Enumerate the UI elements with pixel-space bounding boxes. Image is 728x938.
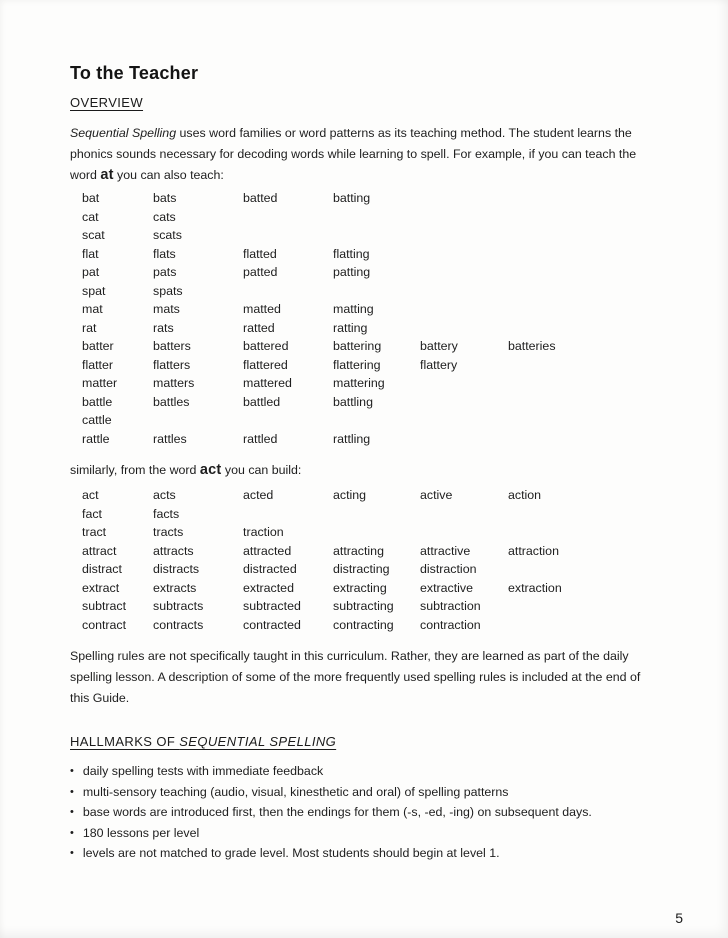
closing-paragraph: Spelling rules are not specifically taught in this curriculum. Rather, they are learned as part of the daily spelling lesson. A description of some of the more frequently used spelling rules is included at the end of this Guide. xyxy=(70,649,641,705)
word-cell: pat xyxy=(82,265,100,279)
page-title: To the Teacher xyxy=(70,63,199,83)
bullet-item xyxy=(70,782,670,803)
word-cell: subtracts xyxy=(153,599,204,613)
word-cell: flattering xyxy=(333,357,381,372)
word-cell xyxy=(333,505,420,524)
similarly-text-before: similarly, from the word xyxy=(70,463,200,477)
word-family-table-at xyxy=(82,189,670,448)
word-cell: ratted xyxy=(243,320,275,335)
word-cell: spat xyxy=(82,283,106,298)
word-cell: flat xyxy=(82,246,99,261)
word-cell: battled xyxy=(243,394,281,409)
word-cell xyxy=(420,430,508,449)
similarly-text-after: you can build: xyxy=(221,463,302,477)
word-cell xyxy=(420,189,508,208)
word-cell xyxy=(243,282,333,301)
word-cell: battles xyxy=(153,394,190,409)
word-cell: extracted xyxy=(243,580,294,595)
word-cell: patting xyxy=(333,265,371,279)
word-cell: tracts xyxy=(153,525,184,539)
word-cell xyxy=(508,356,670,375)
word-cell: subtract xyxy=(82,599,127,613)
word-cell: cat xyxy=(82,209,99,224)
word-cell: bats xyxy=(153,191,177,205)
word-cell: attract xyxy=(82,543,117,558)
word-cell: patted xyxy=(243,265,278,279)
word-cell: extracts xyxy=(153,580,197,595)
word-cell xyxy=(508,245,670,264)
word-cell xyxy=(508,374,670,393)
word-cell: batting xyxy=(333,191,371,205)
word-cell: active xyxy=(420,488,453,502)
word-cell xyxy=(508,616,670,635)
word-cell xyxy=(508,411,670,430)
word-cell: attraction xyxy=(508,543,559,558)
intro-body-text: uses word families or word patterns as its teaching method. The student learns the phonics sounds necessary for decoding words while learning to spell. For example, if you can teach the word xyxy=(70,126,637,182)
similarly-line xyxy=(70,460,670,481)
word-cell: cats xyxy=(153,209,176,224)
word-cell: attractive xyxy=(420,543,471,558)
word-cell: batter xyxy=(82,339,114,353)
word-cell xyxy=(508,430,670,449)
bullet-item xyxy=(70,802,670,823)
word-cell: distracted xyxy=(243,562,297,576)
word-cell xyxy=(333,208,420,227)
word-cell: mattering xyxy=(333,376,385,390)
bullet-text: 180 lessons per level xyxy=(82,825,200,840)
word-cell: attracts xyxy=(153,543,194,558)
word-cell: matter xyxy=(82,376,118,390)
word-cell: spats xyxy=(153,283,183,298)
bullet-icon: • xyxy=(70,806,74,818)
word-cell: distract xyxy=(82,562,122,576)
word-cell: batted xyxy=(243,191,278,205)
bullet-item xyxy=(70,823,670,844)
hallmarks-heading-plain: HALLMARKS OF xyxy=(70,734,180,749)
word-cell xyxy=(508,505,670,524)
bullet-icon: • xyxy=(70,847,74,859)
word-cell: act xyxy=(82,488,99,502)
word-cell: rattle xyxy=(82,431,110,446)
word-cell: extracting xyxy=(333,580,387,595)
word-cell: facts xyxy=(153,506,180,521)
word-cell: flatting xyxy=(333,246,370,261)
word-cell xyxy=(508,560,670,579)
word-cell xyxy=(420,411,508,430)
word-cell xyxy=(420,226,508,245)
intro-bold-word: at xyxy=(100,167,114,183)
word-cell: contract xyxy=(82,617,127,632)
word-cell: scat xyxy=(82,228,105,242)
word-cell: action xyxy=(508,488,542,502)
word-cell: pats xyxy=(153,265,177,279)
word-cell: flats xyxy=(153,246,176,261)
word-cell: mat xyxy=(82,302,103,316)
word-cell xyxy=(243,208,333,227)
hallmarks-heading-text xyxy=(70,734,336,749)
hallmarks-heading-italic: SEQUENTIAL SPELLING xyxy=(179,734,337,749)
word-cell: battering xyxy=(333,339,382,353)
word-cell: extractive xyxy=(420,580,474,595)
word-cell xyxy=(420,300,508,319)
word-cell xyxy=(420,374,508,393)
word-cell xyxy=(420,319,508,338)
bullet-text: daily spelling tests with immediate feedback xyxy=(82,764,324,778)
word-cell: battered xyxy=(243,339,289,353)
word-cell xyxy=(508,226,670,245)
word-cell: battling xyxy=(333,394,373,409)
word-cell: flatted xyxy=(243,246,277,261)
word-cell: distraction xyxy=(420,562,477,576)
word-cell: rattles xyxy=(153,431,187,446)
bullet-text: multi-sensory teaching (audio, visual, kinesthetic and oral) of spelling patterns xyxy=(82,784,509,799)
word-cell xyxy=(420,263,508,282)
word-cell: distracting xyxy=(333,562,390,576)
word-cell: attracted xyxy=(243,543,292,558)
word-cell xyxy=(508,523,670,542)
bullet-item xyxy=(70,843,670,864)
overview-heading-text: OVERVIEW xyxy=(70,95,144,110)
word-cell: batteries xyxy=(508,339,556,353)
word-cell: batters xyxy=(153,339,191,353)
word-cell xyxy=(333,282,420,301)
word-cell: acting xyxy=(333,488,367,502)
word-cell: subtraction xyxy=(420,599,481,613)
word-cell: tract xyxy=(82,525,107,539)
word-cell: traction xyxy=(243,525,284,539)
word-cell: rats xyxy=(153,320,174,335)
word-cell: contracted xyxy=(243,617,301,632)
word-cell: flattery xyxy=(420,357,458,372)
word-cell: acts xyxy=(153,488,176,502)
word-cell xyxy=(153,411,243,430)
word-cell: flattered xyxy=(243,357,288,372)
word-cell xyxy=(333,226,420,245)
word-cell: acted xyxy=(243,488,274,502)
word-cell: subtracting xyxy=(333,599,394,613)
word-cell: contraction xyxy=(420,617,481,632)
word-cell: flatters xyxy=(153,357,191,372)
word-cell xyxy=(333,523,420,542)
intro-paragraph xyxy=(70,123,658,186)
word-cell xyxy=(243,411,333,430)
word-cell: flatter xyxy=(82,357,113,372)
word-cell: extraction xyxy=(508,580,562,595)
word-cell xyxy=(508,597,670,616)
word-cell xyxy=(333,411,420,430)
word-cell xyxy=(420,505,508,524)
bullet-item xyxy=(70,761,670,782)
word-cell: scats xyxy=(153,228,182,242)
word-cell: contracts xyxy=(153,617,204,632)
bullet-text: base words are introduced first, then the endings for them (-s, -ed, -ing) on subsequent days. xyxy=(82,805,592,819)
word-cell: contracting xyxy=(333,617,394,632)
word-cell xyxy=(508,282,670,301)
word-cell xyxy=(420,393,508,412)
bullet-icon: • xyxy=(70,785,74,798)
word-cell: mattered xyxy=(243,376,292,390)
word-cell: rattling xyxy=(333,431,371,446)
word-cell: rat xyxy=(82,320,97,335)
word-cell: matters xyxy=(153,376,195,390)
intro-italic-lead: Sequential Spelling xyxy=(70,126,177,140)
word-cell xyxy=(508,319,670,338)
word-cell: attracting xyxy=(333,543,384,558)
word-cell xyxy=(508,263,670,282)
word-cell: extract xyxy=(82,580,120,595)
similarly-bold-word: act xyxy=(199,462,222,478)
word-cell: matting xyxy=(333,302,374,316)
overview-heading xyxy=(70,95,670,110)
word-cell: matted xyxy=(243,302,281,316)
word-cell: bat xyxy=(82,191,100,205)
word-cell: mats xyxy=(153,302,180,316)
word-cell xyxy=(508,189,670,208)
word-cell: fact xyxy=(82,506,102,521)
word-cell xyxy=(243,505,333,524)
word-cell xyxy=(243,226,333,245)
bullet-text: levels are not matched to grade level. Most students should begin at level 1. xyxy=(82,846,500,860)
word-cell: cattle xyxy=(82,413,112,427)
bullet-icon: • xyxy=(70,826,74,839)
word-cell: battery xyxy=(420,339,458,353)
word-cell xyxy=(508,300,670,319)
hallmarks-heading xyxy=(70,734,670,749)
bullet-icon: • xyxy=(70,765,74,777)
word-cell: battle xyxy=(82,394,113,409)
word-family-table-act xyxy=(82,486,670,634)
word-cell: rattled xyxy=(243,431,278,446)
page-number: 5 xyxy=(675,910,683,926)
word-cell xyxy=(420,282,508,301)
word-cell: distracts xyxy=(153,562,200,576)
word-cell xyxy=(508,393,670,412)
word-cell: subtracted xyxy=(243,599,301,613)
word-cell xyxy=(420,245,508,264)
word-cell xyxy=(420,523,508,542)
word-cell xyxy=(508,208,670,227)
word-cell xyxy=(420,208,508,227)
intro-end-text: you can also teach: xyxy=(113,168,224,182)
hallmarks-list xyxy=(70,761,670,864)
word-cell: ratting xyxy=(333,320,368,335)
